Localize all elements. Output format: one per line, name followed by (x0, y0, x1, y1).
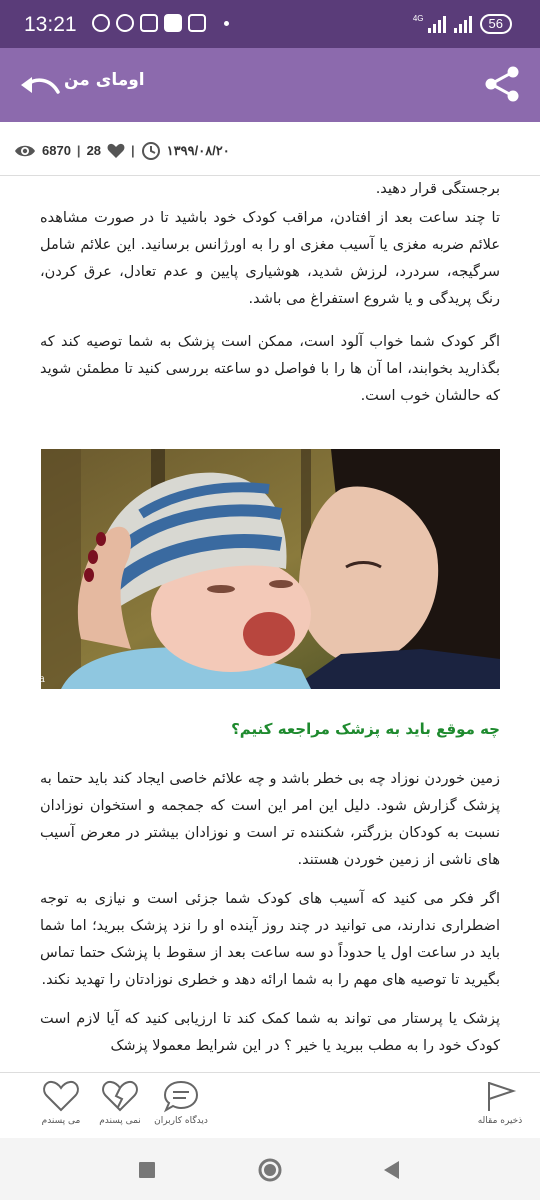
battery-indicator: 56 (480, 14, 512, 34)
circle-icon[interactable] (256, 1156, 284, 1184)
status-icons (92, 14, 229, 32)
broken-heart-icon (101, 1079, 139, 1113)
dot-icon (224, 21, 229, 26)
article-meta (0, 126, 540, 176)
system-nav-bar (0, 1138, 540, 1200)
alarm-icon (116, 14, 134, 32)
publish-date: ۱۳۹۹/۰۸/۲۰ (166, 142, 230, 158)
triangle-back-icon[interactable] (378, 1156, 406, 1184)
app-icon (164, 14, 182, 32)
save-article-button[interactable] (468, 1079, 532, 1126)
notification-icon (92, 14, 110, 32)
like-button[interactable] (29, 1079, 93, 1126)
article-image (14, 449, 500, 689)
qr-icon (140, 14, 158, 32)
heart-icon (107, 143, 125, 159)
meta-separator-2: | (131, 143, 135, 158)
heart-outline-icon (42, 1079, 80, 1113)
share-icon[interactable] (482, 64, 522, 104)
status-bar (0, 0, 540, 48)
article-paragraph: پزشک یا پرستار می تواند به شما کمک کند تا ارزیابی کنید که آیا لازم است کودک خود را به مطب ببرید یا خیر ؟ در این شرایط معمولا پزشک (40, 1011, 500, 1054)
article-lower (0, 766, 540, 1060)
network-type: 4G (412, 14, 424, 23)
chat-bubble-icon (162, 1079, 200, 1113)
game-icon (188, 14, 206, 32)
like-label: می پسندم (41, 1116, 81, 1126)
status-right (413, 14, 512, 34)
article-paragraph: اگر کودک شما خواب آلود است، ممکن است پزشک به شما توصیه کند که بگذارید بخوابند، اما آن ها را با فواصل دو ساعته بررسی کنید تا مطمئن شوید که حالشان خوب است. (40, 334, 500, 404)
flag-icon (481, 1079, 519, 1113)
article-paragraph: اگر فکر می کنید که آسیب های کودک شما جزئی است و نیازی به توجه اضطراری ندارند، می توانید در چند روز آینده او را نزد پزشک ببرید؛ اما شما باید در ساعت اول یا حدوداً دو سه ساعت بعد از سقوط با پزشک حتما تماس بگیرید تا توصیه های مهم را به شما ارائه دهد و خطری نوزادتان را تهدید نکند. (40, 891, 500, 988)
comments-label: دیدگاه کاربران (154, 1116, 208, 1126)
app-title: اومای من (64, 70, 145, 90)
signal-icon-2 (454, 15, 472, 33)
eye-icon (14, 143, 36, 159)
article-body (0, 176, 540, 1072)
status-time: 13:21 (24, 13, 77, 36)
mother-baby-photo (14, 449, 500, 689)
dislike-button[interactable] (88, 1079, 152, 1126)
app-bar (0, 48, 540, 122)
article-paragraph: تا چند ساعت بعد از افتادن، مراقب کودک خود باشید تا در صورت مشاهده علائم ضربه مغزی یا آسیب مغزی او را به اورژانس برسانید. این علائم شامل سرگیجه، سردرد، لرزش شدید، هوشیاری پایین و عدم تعادل، عرق کردن، رنگ پریدگی و یا شروع استفراغ می باشد. (40, 210, 500, 307)
likes-count: 28 (86, 143, 102, 158)
signal-icon (428, 15, 446, 33)
article-fragment: برجستگی قرار دهید. (375, 181, 500, 197)
meta-separator: | (76, 143, 81, 158)
views-count: 6870 (42, 143, 71, 158)
dislike-label: نمی پسندم (99, 1116, 141, 1126)
square-icon[interactable] (133, 1156, 161, 1184)
section-heading: چه موقع باید به پزشک مراجعه کنیم؟ (231, 720, 500, 738)
article-paragraph: زمین خوردن نوزاد چه بی خطر باشد و چه علائم خاصی ایجاد کند باید حتما به پزشک گزارش شود. دلیل این امر این است که جمجمه و استخوان نوزادان نسبت به کودکان بزرگتر، شکننده تر است و نوزادان بیشتر در معرض آسیب های ناشی از زمین خوردن هستند. (40, 771, 500, 868)
comments-button[interactable] (149, 1079, 213, 1126)
article-action-bar (0, 1072, 540, 1134)
save-label: ذخیره مقاله (477, 1116, 523, 1126)
history-clock-icon (141, 141, 161, 161)
image-watermark: ooma (14, 672, 45, 685)
curved-back-arrow-icon[interactable] (18, 72, 60, 98)
